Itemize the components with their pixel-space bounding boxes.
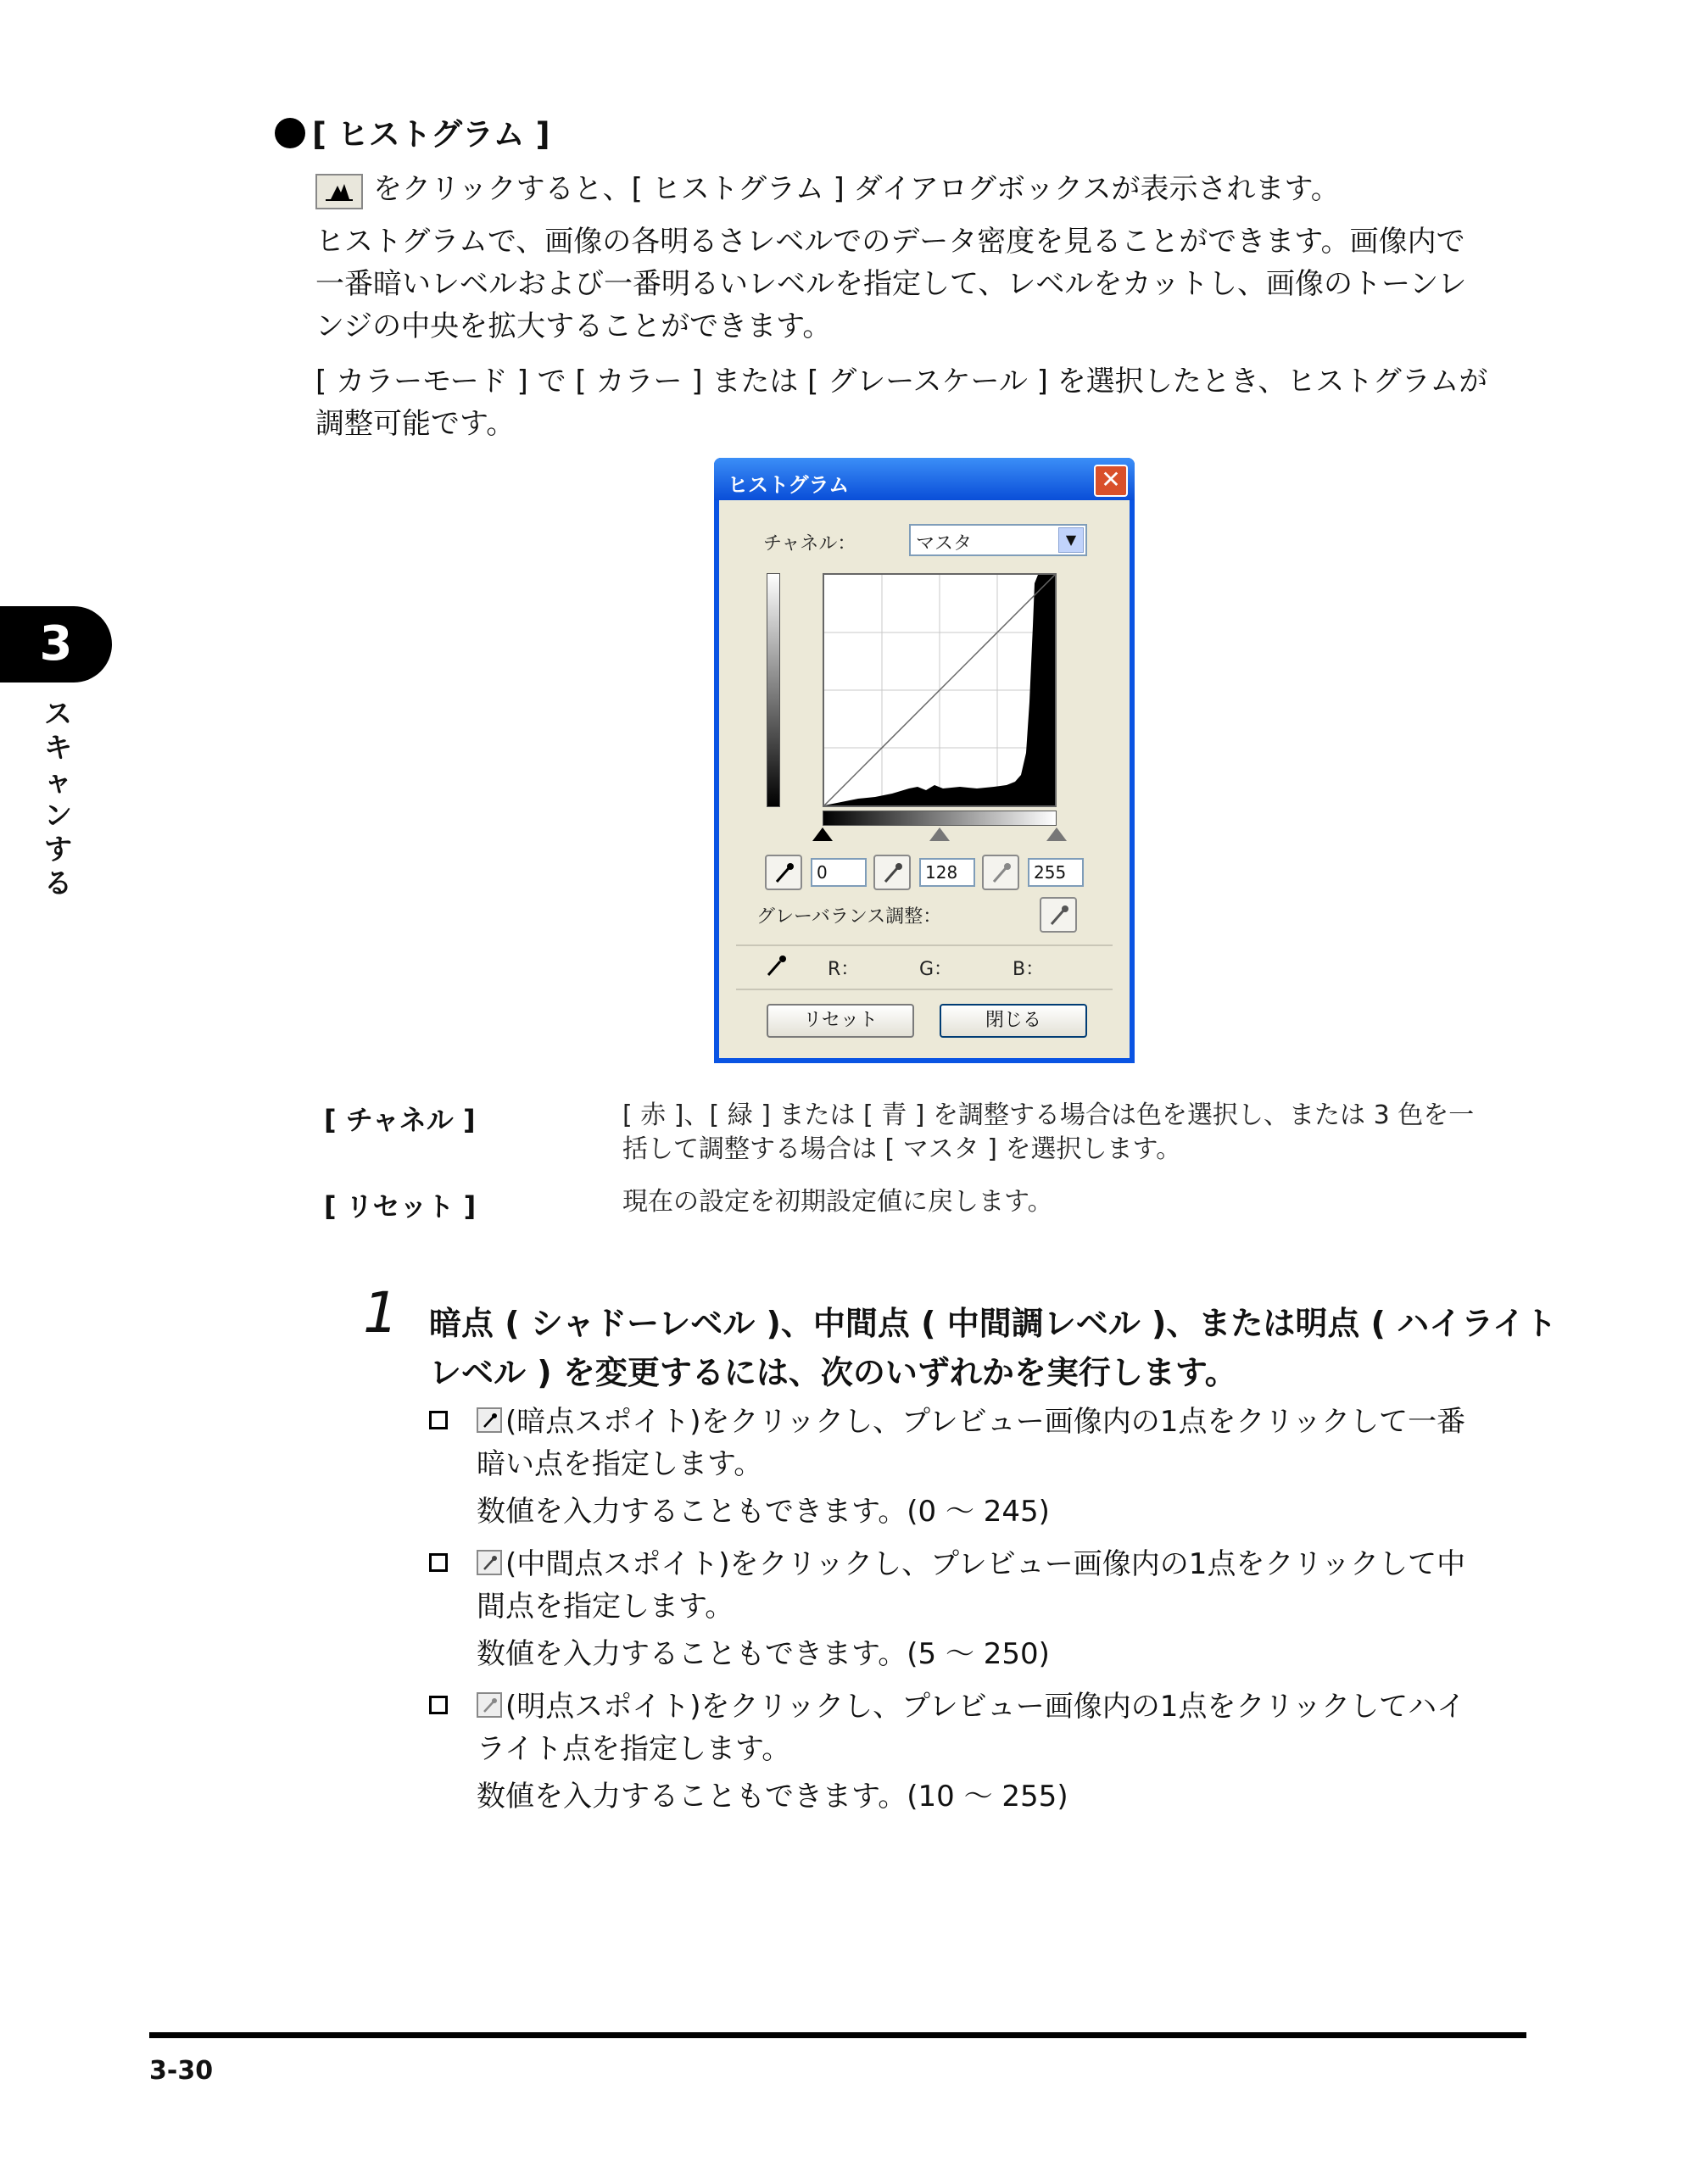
shadow-input[interactable]: 0 bbox=[811, 858, 867, 887]
gray-balance-label: グレーバランス調整： bbox=[756, 906, 942, 928]
highlight-eyedropper-icon[interactable] bbox=[982, 855, 1019, 890]
item3-note: 数値を入力することもできます。(10 〜 255) bbox=[477, 1780, 1068, 1814]
intro-para3-line2: 調整可能です。 bbox=[315, 407, 516, 441]
channel-label: チャネル： bbox=[763, 533, 856, 554]
gray-balance-eyedropper-icon[interactable] bbox=[1040, 897, 1077, 933]
separator bbox=[736, 944, 1113, 946]
midtone-input[interactable]: 128 bbox=[919, 858, 975, 887]
reset-button[interactable]: リセット bbox=[767, 1004, 914, 1038]
intro-para3-line1: [ カラーモード ] で [ カラー ] または [ グレースケール ] を選択したとき、ヒストグラムが bbox=[315, 365, 1488, 398]
page-number: 3-30 bbox=[149, 2056, 214, 2086]
intro-para2-line2: 一番暗いレベルおよび一番明るいレベルを指定して、レベルをカットし、画像のトーンレ bbox=[315, 267, 1467, 301]
checkbox-icon bbox=[429, 1696, 448, 1714]
term-reset: [ リセット ] bbox=[324, 1190, 477, 1223]
r-label: R： bbox=[828, 959, 860, 980]
midtone-slider[interactable] bbox=[929, 827, 950, 841]
item2-note: 数値を入力することもできます。(5 〜 250) bbox=[477, 1637, 1050, 1671]
histogram-icon bbox=[315, 174, 363, 209]
output-gradient-bar bbox=[767, 573, 780, 807]
term-channel: [ チャネル ] bbox=[324, 1104, 476, 1136]
rgb-eyedropper-icon bbox=[763, 953, 789, 982]
section-title: [ ヒストグラム ] bbox=[312, 116, 550, 153]
intro-para2-line1: ヒストグラムで、画像の各明るさレベルでのデータ密度を見ることができます。画像内で bbox=[315, 225, 1465, 259]
chevron-down-icon[interactable]: ▼ bbox=[1058, 527, 1084, 553]
bullet-icon bbox=[275, 118, 305, 148]
item1-line2: 暗い点を指定します。 bbox=[477, 1447, 763, 1481]
desc-channel-line2: 括して調整する場合は [ マスタ ] を選択します。 bbox=[622, 1134, 1182, 1164]
item3-line1: (明点スポイト)をクリックし、プレビュー画像内の1点をクリックしてハイ bbox=[505, 1690, 1466, 1724]
eyedropper-icon bbox=[477, 1692, 502, 1718]
histogram-graph bbox=[823, 573, 1057, 807]
intro-line1: をクリックすると、[ ヒストグラム ] ダイアログボックスが表示されます。 bbox=[373, 172, 1340, 206]
highlight-slider[interactable] bbox=[1046, 827, 1067, 841]
b-label: B： bbox=[1013, 959, 1045, 980]
separator bbox=[736, 989, 1113, 990]
shadow-eyedropper-icon[interactable] bbox=[765, 855, 802, 890]
input-gradient-bar bbox=[823, 811, 1057, 826]
desc-reset: 現在の設定を初期設定値に戻します。 bbox=[622, 1187, 1053, 1217]
eyedropper-icon bbox=[477, 1550, 502, 1575]
midtone-eyedropper-icon[interactable] bbox=[873, 855, 911, 890]
g-label: G： bbox=[919, 959, 953, 980]
channel-value: マスタ bbox=[916, 533, 973, 554]
checkbox-icon bbox=[429, 1553, 448, 1572]
step-text-line1: 暗点 ( シャドーレベル )、中間点 ( 中間調レベル )、または明点 ( ハイライト bbox=[429, 1305, 1558, 1342]
chapter-title: スキャンする bbox=[44, 697, 72, 900]
eyedropper-icon bbox=[477, 1407, 502, 1433]
step-number: 1 bbox=[363, 1280, 399, 1346]
item3-line2: ライト点を指定します。 bbox=[477, 1732, 791, 1766]
footer-rule bbox=[149, 2032, 1526, 2038]
chapter-number: 3 bbox=[39, 616, 73, 671]
shadow-slider[interactable] bbox=[812, 827, 833, 841]
step-text-line2: レベル ) を変更するには、次のいずれかを実行します。 bbox=[429, 1354, 1237, 1391]
item2-line1: (中間点スポイト)をクリックし、プレビュー画像内の1点をクリックして中 bbox=[505, 1547, 1466, 1581]
intro-para2-line3: ンジの中央を拡大することができます。 bbox=[315, 309, 832, 343]
checkbox-icon bbox=[429, 1411, 448, 1429]
item1-line1: (暗点スポイト)をクリックし、プレビュー画像内の1点をクリックして一番 bbox=[505, 1405, 1466, 1439]
desc-channel-line1: [ 赤 ]、[ 緑 ] または [ 青 ] を調整する場合は色を選択し、または 3 色を一 bbox=[622, 1100, 1475, 1130]
item1-note: 数値を入力することもできます。(0 〜 245) bbox=[477, 1495, 1050, 1529]
dialog-title: ヒストグラム bbox=[728, 473, 850, 497]
highlight-input[interactable]: 255 bbox=[1028, 858, 1084, 887]
item2-line2: 間点を指定します。 bbox=[477, 1590, 734, 1624]
close-button[interactable]: 閉じる bbox=[940, 1004, 1087, 1038]
close-icon[interactable]: ✕ bbox=[1094, 465, 1128, 497]
